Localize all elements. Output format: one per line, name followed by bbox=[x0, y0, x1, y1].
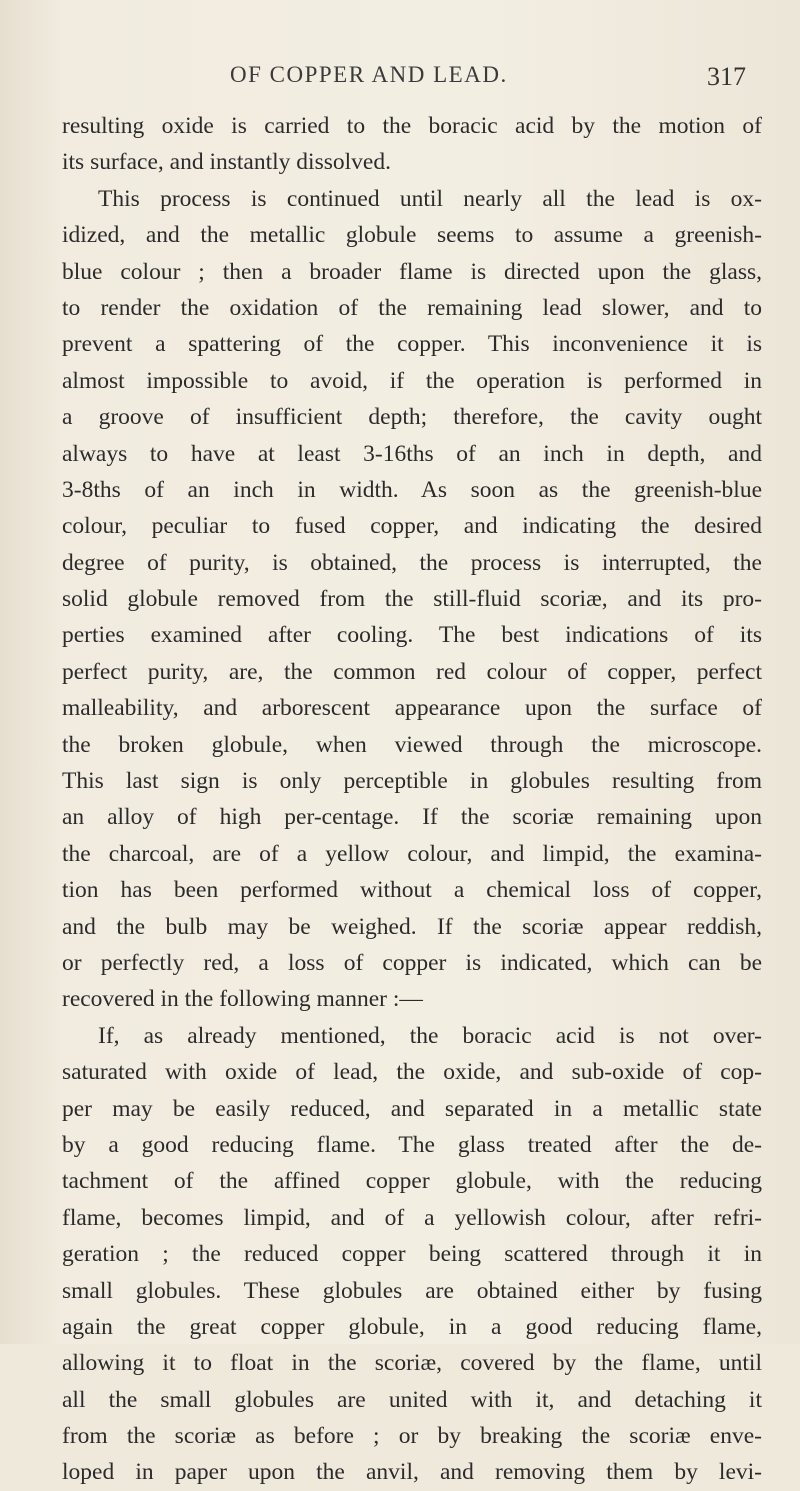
text-line: an alloy of high per-centage. If the scoriæ remaining upon bbox=[62, 804, 762, 831]
text-line: malleability, and arborescent appearance upon the surface of bbox=[62, 695, 762, 722]
text-line: small globules. These globules are obtained either by fusing bbox=[62, 1277, 762, 1304]
text-line: This process is continued until nearly all the lead is ox- bbox=[98, 185, 762, 212]
text-line: almost impossible to avoid, if the operation is performed in bbox=[62, 367, 762, 394]
text-line: the broken globule, when viewed through the microscope. bbox=[62, 731, 762, 758]
text-line: tachment of the affined copper globule, with the reducing bbox=[62, 1168, 762, 1195]
text-line: prevent a spattering of the copper. This inconvenience it is bbox=[62, 331, 762, 358]
page-number: 317 bbox=[707, 62, 746, 91]
text-line: flame, becomes limpid, and of a yellowish colour, after refri- bbox=[62, 1204, 762, 1231]
text-line: geration ; the reduced copper being scattered through it in bbox=[62, 1241, 762, 1268]
text-line: by a good reducing flame. The glass treated after the de- bbox=[62, 1131, 762, 1158]
text-line: always to have at least 3-16ths of an inch in depth, and bbox=[62, 440, 762, 467]
text-line: tion has been performed without a chemical loss of copper, bbox=[62, 877, 762, 904]
text-line: or perfectly red, a loss of copper is indicated, which can be bbox=[62, 949, 762, 976]
text-line: loped in paper upon the anvil, and removing them by levi- bbox=[62, 1459, 762, 1486]
text-line: perties examined after cooling. The best indications of its bbox=[62, 622, 762, 649]
text-line: all the small globules are united with it, and detaching it bbox=[62, 1386, 762, 1413]
text-line: blue colour ; then a broader flame is directed upon the glass, bbox=[62, 258, 762, 285]
running-head: OF COPPER AND LEAD. bbox=[230, 62, 508, 87]
text-line: This last sign is only perceptible in globules resulting from bbox=[62, 768, 762, 795]
text-line: a groove of insufficient depth; therefore, the cavity ought bbox=[62, 404, 762, 431]
text-line: the charcoal, are of a yellow colour, and limpid, the examina- bbox=[62, 840, 762, 867]
text-line: its surface, and instantly dissolved. bbox=[62, 149, 391, 176]
text-line: saturated with oxide of lead, the oxide, and sub-oxide of cop- bbox=[62, 1059, 762, 1086]
text-line: idized, and the metallic globule seems to assume a greenish- bbox=[62, 222, 762, 249]
text-line: and the bulb may be weighed. If the scoriæ appear reddish, bbox=[62, 913, 762, 940]
text-line: recovered in the following manner :— bbox=[62, 986, 423, 1013]
text-line: 3-8ths of an inch in width. As soon as the greenish-blue bbox=[62, 476, 762, 503]
text-line: to render the oxidation of the remaining lead slower, and to bbox=[62, 294, 762, 321]
text-line: solid globule removed from the still-fluid scoriæ, and its pro- bbox=[62, 586, 762, 613]
text-line: colour, peculiar to fused copper, and indicating the desired bbox=[62, 513, 762, 540]
text-line: again the great copper globule, in a good reducing flame, bbox=[62, 1313, 762, 1340]
text-line: degree of purity, is obtained, the process is interrupted, the bbox=[62, 549, 762, 576]
text-line: resulting oxide is carried to the boracic acid by the motion of bbox=[62, 113, 762, 139]
body-text bbox=[62, 108, 762, 1491]
text-line: from the scoriæ as before ; or by breaking the scoriæ enve- bbox=[62, 1423, 762, 1450]
text-line: perfect purity, are, the common red colour of copper, perfect bbox=[62, 658, 762, 685]
text-line: per may be easily reduced, and separated in a metallic state bbox=[62, 1095, 762, 1122]
text-line: allowing it to float in the scoriæ, covered by the flame, until bbox=[62, 1350, 762, 1377]
text-line: If, as already mentioned, the boracic acid is not over- bbox=[98, 1022, 762, 1049]
page-header bbox=[0, 62, 800, 102]
